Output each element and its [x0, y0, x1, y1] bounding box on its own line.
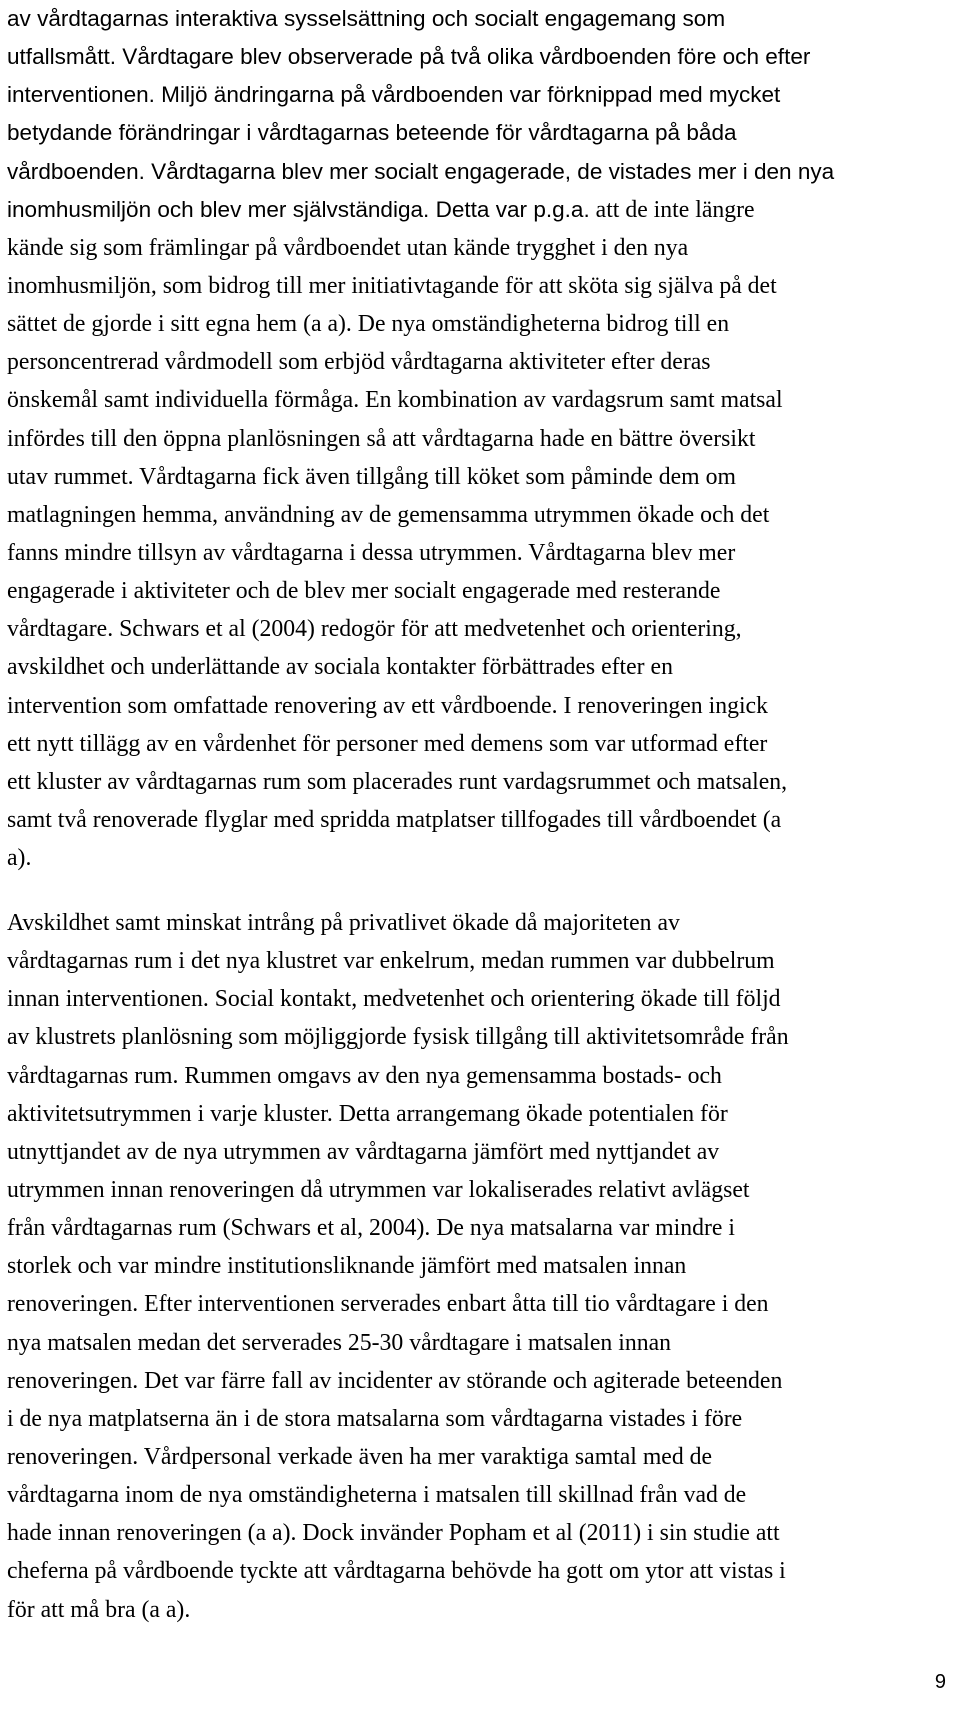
text-line	[7, 1095, 953, 1133]
text-segment: utrymmen innan renoveringen då utrymmen var lokaliserades relativt avlägset	[7, 1176, 750, 1203]
text-line	[7, 420, 953, 458]
text-line	[7, 839, 953, 877]
text-line	[7, 458, 953, 496]
text-segment: a).	[7, 845, 32, 872]
text-line	[7, 1514, 953, 1552]
text-segment: utnyttjandet av de nya utrymmen av vårdtagarna jämfört med nyttjandet av	[7, 1138, 720, 1165]
paragraph-1	[7, 0, 955, 877]
text-segment: vårdtagare. Schwars et al (2004) redogör för att medvetenhet och orientering,	[7, 616, 742, 643]
text-segment: inomhusmiljön, som bidrog till mer initiativtagande för att sköta sig själva på det	[7, 272, 777, 299]
text-line	[7, 153, 953, 191]
text-segment: nya matsalen medan det serverades 25-30 vårdtagare i matsalen innan	[7, 1329, 671, 1356]
text-segment: kände sig som främlingar på vårdboendet utan kände trygghet i den nya	[7, 234, 689, 261]
text-segment: utfallsmått. Vårdtagare blev observerade på två olika vårdboenden före och efter	[7, 44, 811, 70]
text-segment: infördes till den öppna planlösningen så att vårdtagarna hade en bättre översikt	[7, 425, 756, 452]
text-segment: personcentrerad vårdmodell som erbjöd vårdtagarna aktiviteter efter deras	[7, 349, 711, 376]
text-segment: från vårdtagarnas rum (Schwars et al, 2004). De nya matsalarna var mindre i	[7, 1215, 735, 1242]
text-segment: vårdboenden. Vårdtagarna blev mer socialt engagerade, de vistades mer i den nya	[7, 158, 835, 184]
text-line	[7, 1552, 953, 1590]
text-segment: renoveringen. Efter interventionen serverades enbart åtta till tio vårdtagare i den	[7, 1291, 769, 1318]
text-line	[7, 1476, 953, 1514]
text-line	[7, 763, 953, 801]
text-segment: av vårdtagarnas interaktiva sysselsättning och socialt engagemang som	[7, 6, 726, 31]
text-line	[7, 229, 953, 267]
text-line	[7, 1209, 953, 1247]
text-line	[7, 1591, 953, 1629]
text-line	[7, 942, 953, 980]
text-segment: inomhusmiljön och blev mer självständiga. Detta var p.g.a.	[7, 196, 590, 222]
text-line	[7, 648, 953, 686]
text-segment: renoveringen. Vårdpersonal verkade även ha mer varaktiga samtal med de	[7, 1443, 713, 1470]
text-segment: vårdtagarnas rum. Rummen omgavs av den nya gemensamma bostads- och	[7, 1062, 722, 1089]
text-segment: vårdtagarnas rum i det nya klustret var enkelrum, medan rummen var dubbelrum	[7, 948, 775, 975]
text-line	[7, 1133, 953, 1171]
text-segment: storlek och var mindre institutionsliknande jämfört med matsalen innan	[7, 1253, 687, 1280]
text-line	[7, 114, 953, 152]
text-segment: fanns mindre tillsyn av vårdtagarna i dessa utrymmen. Vårdtagarna blev mer	[7, 539, 736, 566]
text-segment: hade innan renoveringen (a a). Dock invänder Popham et al (2011) i sin studie att	[7, 1520, 780, 1547]
text-line	[7, 343, 953, 381]
text-segment: renoveringen. Det var färre fall av incidenter av störande och agiterade beteenden	[7, 1367, 783, 1394]
text-segment: ett kluster av vårdtagarnas rum som placerades runt vardagsrummet och matsalen,	[7, 768, 788, 795]
text-segment: att de inte längre	[589, 196, 755, 223]
text-line	[7, 534, 953, 572]
text-line	[7, 1324, 953, 1362]
text-line	[7, 496, 953, 534]
text-segment: samt två renoverade flyglar med spridda matplatser tillfogades till vårdboendet (a	[7, 806, 782, 833]
text-line	[7, 381, 953, 419]
text-line	[7, 1285, 953, 1323]
text-line	[7, 1438, 953, 1476]
text-segment: innan interventionen. Social kontakt, medvetenhet och orientering ökade till följd	[7, 986, 781, 1013]
text-line	[7, 1362, 953, 1400]
text-segment: sättet de gjorde i sitt egna hem (a a). De nya omständigheterna bidrog till en	[7, 311, 730, 338]
text-segment: vårdtagarna inom de nya omständigheterna i matsalen till skillnad från vad de	[7, 1482, 747, 1509]
text-segment: intervention som omfattade renovering av ett vårdboende. I renoveringen ingick	[7, 692, 768, 719]
text-line	[7, 267, 953, 305]
text-line	[7, 572, 953, 610]
text-line	[7, 687, 953, 725]
text-segment: utav rummet. Vårdtagarna fick även tillgång till köket som påminde dem om	[7, 463, 736, 490]
text-line	[7, 801, 953, 839]
text-segment: cheferna på vårdboende tyckte att vårdtagarna behövde ha gott om ytor att vistas i	[7, 1558, 786, 1585]
text-line	[7, 904, 953, 942]
text-segment: interventionen. Miljö ändringarna på vårdboenden var förknippad med mycket	[7, 82, 781, 108]
text-segment: i de nya matplatserna än i de stora matsalarna som vårdtagarna vistades i före	[7, 1405, 743, 1432]
text-segment: av klustrets planlösning som möjliggjorde fysisk tillgång till aktivitetsområde från	[7, 1024, 789, 1051]
text-segment: Avskildhet samt minskat intrång på privatlivet ökade då majoriteten av	[7, 910, 680, 936]
text-segment: ett nytt tillägg av en vårdenhet för personer med demens som var utformad efter	[7, 730, 768, 757]
text-segment: önskemål samt individuella förmåga. En kombination av vardagsrum samt matsal	[7, 387, 783, 414]
text-line	[7, 38, 953, 76]
text-line	[7, 610, 953, 648]
text-line	[7, 980, 953, 1018]
text-segment: matlagningen hemma, användning av de gemensamma utrymmen ökade och det	[7, 501, 770, 528]
text-line	[7, 1400, 953, 1438]
text-segment: aktivitetsutrymmen i varje kluster. Detta arrangemang ökade potentialen för	[7, 1100, 728, 1127]
text-segment: engagerade i aktiviteter och de blev mer socialt engagerade med resterande	[7, 578, 721, 605]
text-line	[7, 0, 953, 38]
paragraph-2	[7, 904, 955, 1629]
text-line	[7, 305, 953, 343]
text-line	[7, 191, 953, 229]
text-segment: för att må bra (a a).	[7, 1596, 191, 1623]
text-line	[7, 1018, 953, 1056]
text-line	[7, 1247, 953, 1285]
text-line	[7, 76, 953, 114]
text-line	[7, 1171, 953, 1209]
text-line	[7, 1057, 953, 1095]
text-segment: betydande förändringar i vårdtagarnas beteende för vårdtagarna på båda	[7, 120, 737, 146]
page-number: 9	[934, 1671, 946, 1693]
text-segment: avskildhet och underlättande av sociala kontakter förbättrades efter en	[7, 654, 673, 681]
text-line	[7, 725, 953, 763]
